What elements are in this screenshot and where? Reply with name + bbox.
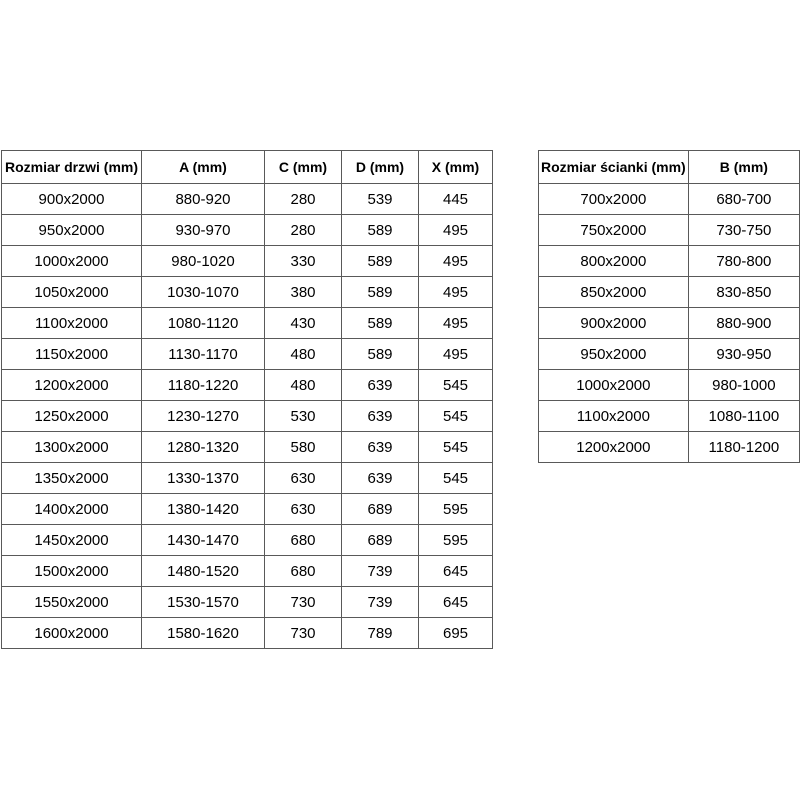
table-cell: 1180-1200: [688, 432, 799, 463]
table-cell: 1550x2000: [2, 587, 142, 618]
header-row: [539, 151, 800, 184]
table-cell: 1180-1220: [142, 370, 265, 401]
table-cell: 695: [419, 618, 493, 649]
table-cell: 545: [419, 370, 493, 401]
table-cell: 789: [342, 618, 419, 649]
table-cell: 1300x2000: [2, 432, 142, 463]
wall-table-header: [539, 151, 800, 184]
table-row: [539, 277, 800, 308]
table-row: [2, 432, 493, 463]
table-cell: 730: [265, 618, 342, 649]
table-cell: 580: [265, 432, 342, 463]
table-cell: 1350x2000: [2, 463, 142, 494]
table-cell: 1430-1470: [142, 525, 265, 556]
table-cell: 880-900: [688, 308, 799, 339]
table-cell: 739: [342, 556, 419, 587]
table-row: [2, 308, 493, 339]
table-row: [2, 556, 493, 587]
table-cell: 495: [419, 215, 493, 246]
column-header: D (mm): [342, 151, 419, 184]
table-cell: 1400x2000: [2, 494, 142, 525]
table-cell: 639: [342, 463, 419, 494]
column-header: C (mm): [265, 151, 342, 184]
table-cell: 780-800: [688, 246, 799, 277]
table-cell: 1030-1070: [142, 277, 265, 308]
table-cell: 645: [419, 556, 493, 587]
table-cell: 445: [419, 184, 493, 215]
table-cell: 480: [265, 370, 342, 401]
table-cell: 595: [419, 525, 493, 556]
table-cell: 1100x2000: [539, 401, 689, 432]
wall-table-body: [539, 184, 800, 463]
table-cell: 1080-1120: [142, 308, 265, 339]
table-cell: 1600x2000: [2, 618, 142, 649]
table-cell: 495: [419, 246, 493, 277]
table-cell: 1330-1370: [142, 463, 265, 494]
table-cell: 850x2000: [539, 277, 689, 308]
table-cell: 730: [265, 587, 342, 618]
table-cell: 589: [342, 339, 419, 370]
table-cell: 1130-1170: [142, 339, 265, 370]
table-cell: 900x2000: [539, 308, 689, 339]
table-cell: 495: [419, 308, 493, 339]
table-cell: 830-850: [688, 277, 799, 308]
table-cell: 980-1000: [688, 370, 799, 401]
table-cell: 589: [342, 277, 419, 308]
table-cell: 430: [265, 308, 342, 339]
table-row: [2, 339, 493, 370]
table-cell: 900x2000: [2, 184, 142, 215]
table-cell: 800x2000: [539, 246, 689, 277]
header-row: [2, 151, 493, 184]
column-header: B (mm): [688, 151, 799, 184]
table-cell: 380: [265, 277, 342, 308]
table-cell: 330: [265, 246, 342, 277]
table-cell: 689: [342, 525, 419, 556]
table-cell: 1500x2000: [2, 556, 142, 587]
table-cell: 639: [342, 401, 419, 432]
table-cell: 545: [419, 401, 493, 432]
table-row: [2, 184, 493, 215]
table-row: [2, 494, 493, 525]
table-cell: 730-750: [688, 215, 799, 246]
wall-size-table: [538, 150, 800, 463]
table-row: [539, 308, 800, 339]
table-cell: 880-920: [142, 184, 265, 215]
table-cell: 1100x2000: [2, 308, 142, 339]
table-cell: 680: [265, 556, 342, 587]
table-cell: 950x2000: [2, 215, 142, 246]
table-cell: 1200x2000: [2, 370, 142, 401]
table-row: [2, 463, 493, 494]
table-cell: 1050x2000: [2, 277, 142, 308]
table-row: [539, 339, 800, 370]
table-row: [539, 432, 800, 463]
table-cell: 530: [265, 401, 342, 432]
column-header: Rozmiar drzwi (mm): [2, 151, 142, 184]
table-cell: 1450x2000: [2, 525, 142, 556]
table-row: [539, 215, 800, 246]
table-row: [539, 401, 800, 432]
table-cell: 680-700: [688, 184, 799, 215]
table-cell: 280: [265, 215, 342, 246]
table-cell: 1230-1270: [142, 401, 265, 432]
column-header: Rozmiar ścianki (mm): [539, 151, 689, 184]
table-row: [539, 184, 800, 215]
table-cell: 980-1020: [142, 246, 265, 277]
doors-table-body: [2, 184, 493, 649]
table-cell: 589: [342, 308, 419, 339]
table-cell: 1380-1420: [142, 494, 265, 525]
table-cell: 639: [342, 432, 419, 463]
table-cell: 1250x2000: [2, 401, 142, 432]
table-cell: 630: [265, 463, 342, 494]
table-cell: 1280-1320: [142, 432, 265, 463]
table-cell: 680: [265, 525, 342, 556]
table-cell: 595: [419, 494, 493, 525]
table-cell: 1480-1520: [142, 556, 265, 587]
table-row: [2, 401, 493, 432]
column-header: A (mm): [142, 151, 265, 184]
table-cell: 280: [265, 184, 342, 215]
table-cell: 930-950: [688, 339, 799, 370]
doors-size-table: [1, 150, 493, 649]
table-cell: 1580-1620: [142, 618, 265, 649]
table-cell: 630: [265, 494, 342, 525]
table-cell: 495: [419, 339, 493, 370]
table-row: [539, 370, 800, 401]
table-cell: 950x2000: [539, 339, 689, 370]
doors-table-header: [2, 151, 493, 184]
table-row: [2, 215, 493, 246]
table-row: [2, 246, 493, 277]
table-cell: 1200x2000: [539, 432, 689, 463]
table-row: [2, 277, 493, 308]
table-row: [2, 525, 493, 556]
table-cell: 495: [419, 277, 493, 308]
table-cell: 589: [342, 215, 419, 246]
table-row: [2, 370, 493, 401]
table-cell: 539: [342, 184, 419, 215]
table-cell: 1000x2000: [2, 246, 142, 277]
table-cell: 1530-1570: [142, 587, 265, 618]
table-cell: 689: [342, 494, 419, 525]
table-cell: 739: [342, 587, 419, 618]
table-cell: 545: [419, 463, 493, 494]
table-row: [539, 246, 800, 277]
table-row: [2, 587, 493, 618]
table-cell: 589: [342, 246, 419, 277]
table-cell: 639: [342, 370, 419, 401]
table-cell: 1000x2000: [539, 370, 689, 401]
table-cell: 1080-1100: [688, 401, 799, 432]
table-cell: 1150x2000: [2, 339, 142, 370]
table-cell: 930-970: [142, 215, 265, 246]
table-cell: 700x2000: [539, 184, 689, 215]
table-cell: 480: [265, 339, 342, 370]
table-cell: 750x2000: [539, 215, 689, 246]
table-row: [2, 618, 493, 649]
table-cell: 545: [419, 432, 493, 463]
column-header: X (mm): [419, 151, 493, 184]
table-cell: 645: [419, 587, 493, 618]
